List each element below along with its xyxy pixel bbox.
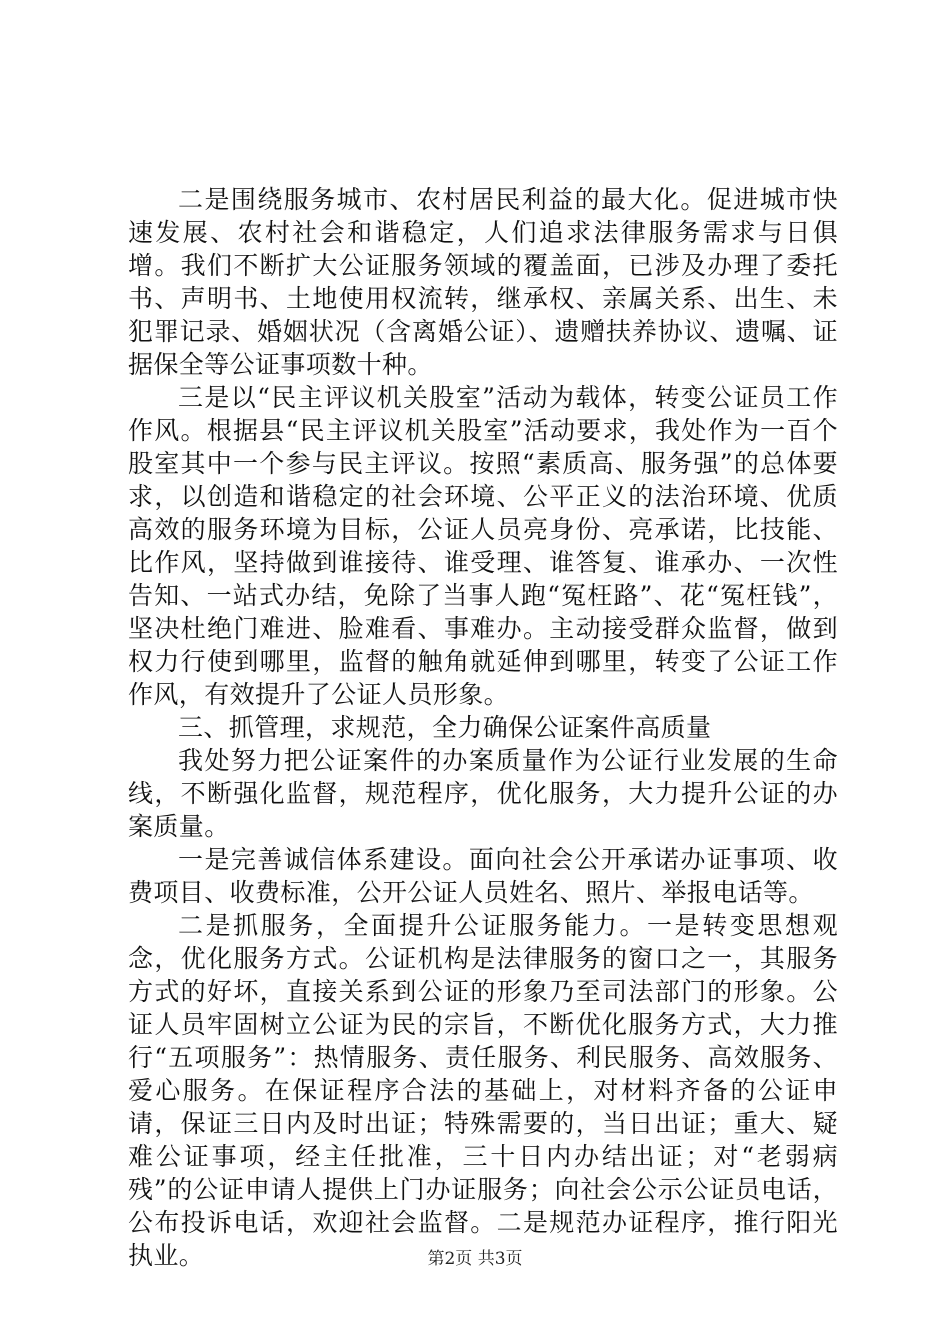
paragraph-2: 三是以“民主评议机关股室”活动为载体，转变公证员工作作风。根据县“民主评议机关股室”活动要求，我处作为一百个股室其中一个参与民主评议。按照“素质高、服务强”的总体要求，以创造和谐稳定的社会环境、公平正义的法治环境、优质高效的服务环境为目标，公证人员亮身份、亮承诺，比技能、比作风，坚持做到谁接待、谁受理、谁答复、谁承办、一次性告知、一站式办结，免除了当事人跑“冤枉路”、花“冤枉钱”，坚决杜绝门难进、脸难看、事难办。主动接受群众监督，做到权力行使到哪里，监督的触角就延伸到哪里，转变了公证工作作风，有效提升了公证人员形象。: [128, 383, 838, 709]
page-footer: 第2页 共3页: [427, 1249, 523, 1269]
document-body: [128, 183, 838, 1272]
paragraph-1: 二是围绕服务城市、农村居民利益的最大化。促进城市快速发展、农村社会和谐稳定，人们追求法律服务需求与日俱增。我们不断扩大公证服务领域的覆盖面，已涉及办理了委托书、声明书、土地使用权流转，继承权、亲属关系、出生、未犯罪记录、婚姻状况（含离婚公证）、遗赠扶养协议、遗嘱、证据保全等公证事项数十种。: [128, 185, 838, 379]
section-heading: 三、抓管理，求规范，全力确保公证案件高质量: [178, 713, 712, 742]
paragraph-5: 二是抓服务，全面提升公证服务能力。一是转变思想观念，优化服务方式。公证机构是法律服务的窗口之一，其服务方式的好坏，直接关系到公证的形象乃至司法部门的形象。公证人员牢固树立公证为民的宗旨，不断优化服务方式，大力推行“五项服务”：热情服务、责任服务、利民服务、高效服务、爱心服务。在保证程序合法的基础上，对材料齐备的公证申请，保证三日内及时出证；特殊需要的，当日出证；重大、疑难公证事项，经主任批准，三十日内办结出证；对“老弱病残”的公证申请人提供上门办证服务；向社会公示公证员电话，公布投诉电话，欢迎社会监督。二是规范办证程序，推行阳光执业。: [128, 911, 838, 1270]
paragraph-4: 一是完善诚信体系建设。面向社会公开承诺办证事项、收费项目、收费标准，公开公证人员姓名、照片、举报电话等。: [128, 845, 838, 907]
paragraph-3: 我处努力把公证案件的办案质量作为公证行业发展的生命线，不断强化监督，规范程序，优化服务，大力提升公证的办案质量。: [128, 746, 838, 841]
